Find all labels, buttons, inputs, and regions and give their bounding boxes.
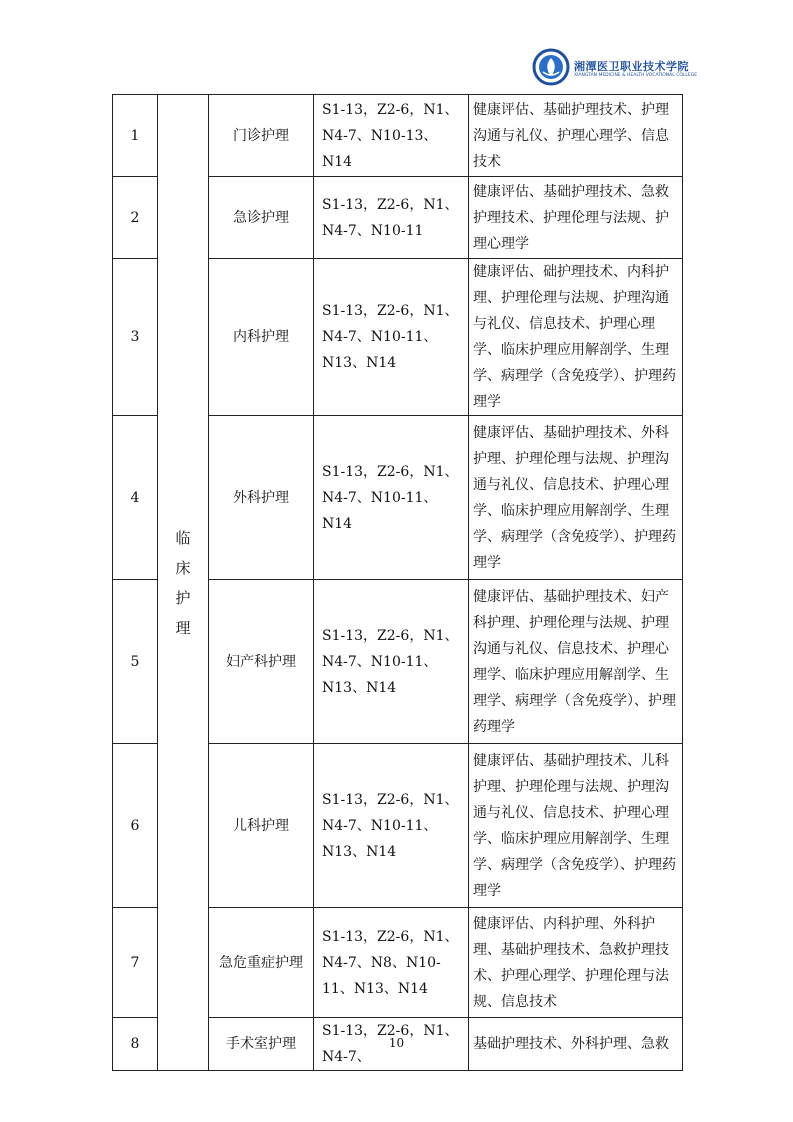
position-course-table [112,94,683,1071]
course-list: 健康评估、内科护理、外科护理、基础护理技术、急救护理技术、护理心理学、护理伦理与法规、信息技术 [469,908,683,1018]
ability-codes: S1-13，Z2-6，N1、N4-7、N10-11、N13、N14 [314,259,469,416]
position-name: 急危重症护理 [209,908,314,1018]
row-number: 2 [113,177,158,259]
course-list: 健康评估、基础护理技术、护理沟通与礼仪、护理心理学、信息技术 [469,95,683,177]
position-name: 妇产科护理 [209,580,314,744]
college-logo [532,48,698,86]
row-number: 1 [113,95,158,177]
page-number: 10 [388,1036,405,1050]
position-name: 手术室护理 [209,1018,314,1071]
college-english-name: XIANGTAN MEDICINE & HEALTH VOCATIONAL COLLEGE [574,73,698,78]
college-name: 湘潭医卫职业技术学院 [574,60,689,73]
position-name: 外科护理 [209,416,314,580]
course-list: 基础护理技术、外科护理、急救 [469,1018,683,1071]
ability-codes: S1-13，Z2-6，N1、N4-7、N8、N10-11、N13、N14 [314,908,469,1018]
table-row [113,95,683,177]
row-number: 8 [113,1018,158,1071]
course-list: 健康评估、基础护理技术、儿科护理、护理伦理与法规、护理沟通与礼仪、信息技术、护理心理学、临床护理应用解剖学、生理学、病理学（含免疫学）、护理药理学 [469,744,683,908]
ability-codes: S1-13，Z2-6，N1、N4-7、N10-11 [314,177,469,259]
row-number: 6 [113,744,158,908]
category-label: 临床护理 [175,528,191,637]
row-number: 7 [113,908,158,1018]
position-name: 门诊护理 [209,95,314,177]
position-name: 儿科护理 [209,744,314,908]
college-emblem-icon [532,48,570,86]
ability-codes: S1-13，Z2-6，N1、N4-7、N10-11、N13、N14 [314,744,469,908]
row-number: 5 [113,580,158,744]
ability-codes: S1-13，Z2-6，N1、N4-7、N10-11、N13、N14 [314,580,469,744]
ability-codes: S1-13，Z2-6，N1、N4-7、 [314,1018,469,1071]
course-list: 健康评估、础护理技术、内科护理、护理伦理与法规、护理沟通与礼仪、信息技术、护理心理学、临床护理应用解剖学、生理学、病理学（含免疫学）、护理药理学 [469,259,683,416]
course-list: 健康评估、基础护理技术、妇产科护理、护理伦理与法规、护理沟通与礼仪、信息技术、护理心理学、临床护理应用解剖学、生理学、病理学（含免疫学）、护理药理学 [469,580,683,744]
category-cell [158,95,209,1071]
ability-codes: S1-13，Z2-6，N1、N4-7、N10-11、N14 [314,416,469,580]
position-name: 急诊护理 [209,177,314,259]
row-number: 4 [113,416,158,580]
position-name: 内科护理 [209,259,314,416]
row-number: 3 [113,259,158,416]
course-list: 健康评估、基础护理技术、外科护理、护理伦理与法规、护理沟通与礼仪、信息技术、护理心理学、临床护理应用解剖学、生理学、病理学（含免疫学）、护理药理学 [469,416,683,580]
course-list: 健康评估、基础护理技术、急救护理技术、护理伦理与法规、护理心理学 [469,177,683,259]
ability-codes: S1-13，Z2-6，N1、N4-7、N10-13、N14 [314,95,469,177]
